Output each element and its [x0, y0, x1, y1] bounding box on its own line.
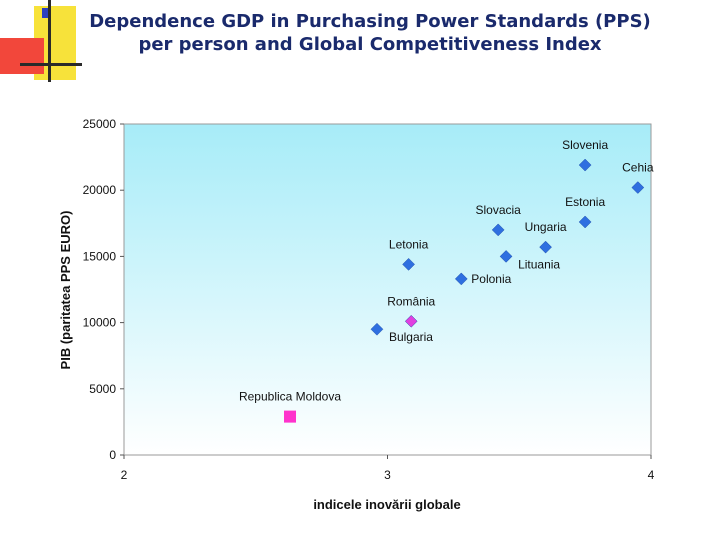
point-label-estonia: Estonia [565, 194, 606, 209]
point-label-bulgaria: Bulgaria [388, 330, 433, 345]
x-tick-label: 3 [384, 468, 391, 482]
title-line-2: per person and Global Competitiveness Index [138, 34, 602, 55]
x-tick-label: 4 [647, 468, 655, 482]
point-label-slovenia: Slovenia [562, 138, 609, 153]
y-tick-label: 10000 [82, 315, 116, 330]
point-republica-moldova [284, 411, 296, 423]
x-tick-label: 2 [120, 468, 128, 482]
y-tick-label: 15000 [82, 249, 116, 264]
point-label-ungaria: Ungaria [524, 220, 567, 235]
y-tick-label: 0 [109, 448, 116, 462]
y-tick-label: 25000 [82, 117, 116, 131]
x-axis-title: indicele inovării globale [313, 497, 461, 512]
y-tick-label: 20000 [82, 183, 116, 198]
point-label-republica-moldova: Republica Moldova [238, 389, 342, 404]
point-label-slovacia: Slovacia [475, 202, 521, 217]
point-label-romania: România [387, 294, 436, 309]
point-label-letonia: Letonia [388, 237, 429, 252]
plot-area [124, 124, 651, 455]
title-line-1: Dependence GDP in Purchasing Power Standards (PPS) [89, 11, 651, 32]
y-axis-title: PIB (paritatea PPS EURO) [58, 210, 73, 370]
point-label-cehia: Cehia [622, 160, 654, 175]
y-tick-label: 5000 [89, 381, 116, 396]
point-label-polonia: Polonia [471, 271, 512, 286]
point-label-lituania: Lituania [518, 257, 561, 272]
